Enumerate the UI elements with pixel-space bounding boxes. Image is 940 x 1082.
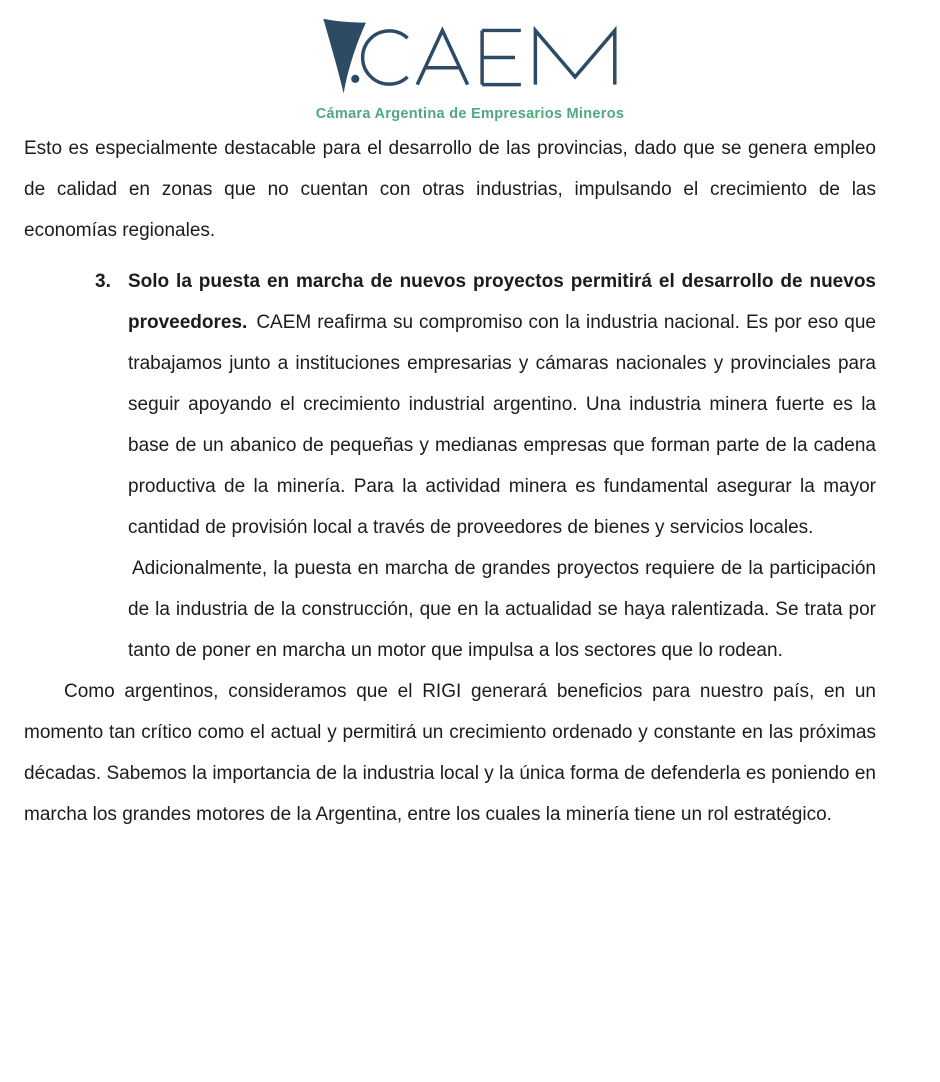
item-3-body-text: CAEM reafirma su compromiso con la industria nacional. Es por eso que trabajamos junto a instituciones empresarias y cámaras nacionales y provinciales para seguir apoyando el crecimiento industrial argentino. Una industria minera fuerte es la base de un abanico de pequeñas y medianas empresas que forman parte de la cadena productiva de la minería. Para la actividad minera es fundamental asegurar la mayor cantidad de provisión local a través de proveedores de bienes y servicios locales. <box>128 312 876 538</box>
document-page <box>0 13 940 1082</box>
item-3-bold-lead: Solo la puesta en marcha de nuevos proyectos permitirá el desarrollo de nuevos proveedores. <box>128 271 876 333</box>
item-3-continuation-paragraph: Adicionalmente, la puesta en marcha de grandes proyectos requiere de la participación de la industria de la construcción, que en la actualidad se haya ralentizada. Se trata por tanto de poner en marcha un motor que impulsa a los sectores que lo rodean. <box>128 558 876 661</box>
closing-paragraph: Como argentinos, consideramos que el RIGI generará beneficios para nuestro país, en un momento tan crítico como el actual y permitirá un crecimiento ordenado y constante en las próximas décadas. Sabemos la importancia de la industria local y la única forma de defenderla es poniendo en marcha los grandes motores de la Argentina, entre los cuales la minería tiene un rol estratégico. <box>24 681 876 825</box>
logo-tagline: Cámara Argentina de Empresarios Mineros <box>315 106 625 122</box>
numbered-item-3 <box>95 261 876 671</box>
caem-logo-icon <box>318 13 623 105</box>
document-body <box>24 128 876 835</box>
logo-wordmark-strokes <box>362 30 614 84</box>
item-3-number: 3. <box>95 271 111 292</box>
logo-sail-mark-icon <box>323 19 366 94</box>
caem-letterhead <box>0 13 940 123</box>
intro-paragraph: Esto es especialmente destacable para el desarrollo de las provincias, dado que se genera empleo de calidad en zonas que no cuentan con otras industrias, impulsando el crecimiento de las economías regionales. <box>24 138 876 241</box>
item-3-paragraph <box>128 261 876 548</box>
